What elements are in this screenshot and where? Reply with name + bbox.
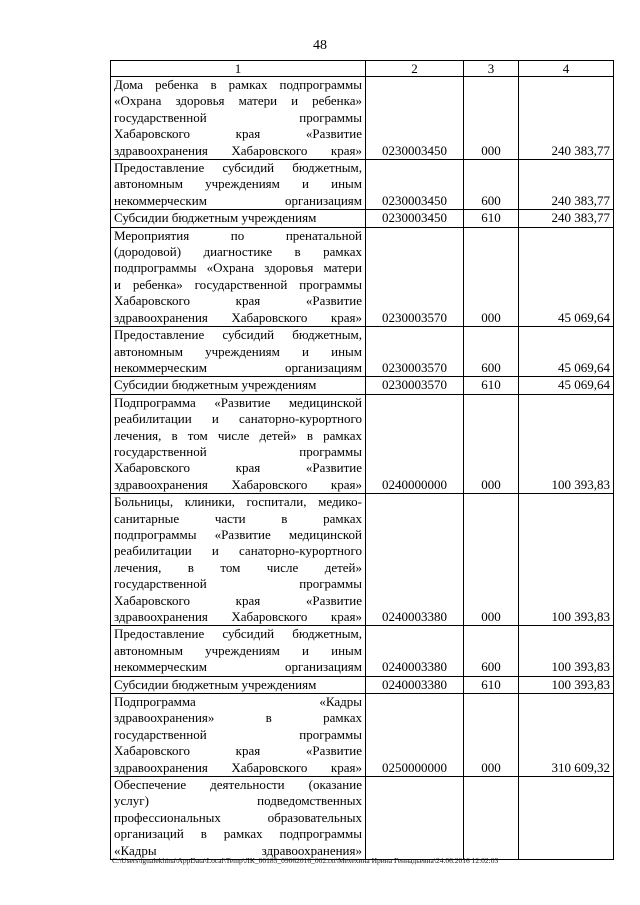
table-row	[111, 494, 614, 626]
description-line: здравоохранения Хабаровского края»	[114, 609, 362, 624]
table-row	[111, 377, 614, 394]
row-amount: 310 609,32	[519, 694, 614, 777]
row-amount: 45 069,64	[519, 327, 614, 377]
row-description	[111, 494, 366, 626]
row-expense-type	[464, 777, 519, 860]
row-description	[111, 210, 366, 227]
row-description	[111, 160, 366, 210]
description-line: лечения, в том числе детей»	[114, 559, 362, 575]
table-row	[111, 777, 614, 860]
description-line: автономным учреждениям и иным	[114, 343, 362, 359]
table-row	[111, 626, 614, 676]
row-expense-type: 000	[464, 77, 519, 160]
description-line: реабилитации и санаторно-курортного	[114, 543, 362, 559]
budget-table	[110, 60, 614, 860]
description-line: услуг) подведомственных	[114, 793, 362, 809]
description-line: лечения, в том числе детей» в рамках	[114, 427, 362, 443]
row-expense-type: 600	[464, 160, 519, 210]
row-description	[111, 676, 366, 693]
description-line: «Кадры здравоохранения»	[114, 842, 362, 858]
description-line: здравоохранения Хабаровского края»	[114, 759, 362, 775]
row-target-code: 0230003450	[366, 77, 464, 160]
footer-path: C:\Users\igualekhina\AppData\Local\Temp\ЛК_00185_09062016_002.txt\Мехехина Ирина Геннадьевна\24.06.2016 12:02:03	[112, 856, 499, 865]
table-row	[111, 160, 614, 210]
row-description	[111, 394, 366, 493]
description-line: Предоставление субсидий бюджетным,	[114, 160, 362, 176]
table-row	[111, 676, 614, 693]
row-description	[111, 777, 366, 860]
row-expense-type: 000	[464, 694, 519, 777]
row-target-code: 0250000000	[366, 694, 464, 777]
description-line: профессиональных образовательных	[114, 809, 362, 825]
description-line: Субсидии бюджетным учреждениям	[114, 676, 317, 692]
row-target-code: 0240000000	[366, 394, 464, 493]
description-line: автономным учреждениям и иным	[114, 642, 362, 658]
row-target-code: 0240003380	[366, 676, 464, 693]
row-expense-type: 600	[464, 626, 519, 676]
row-amount: 100 393,83	[519, 676, 614, 693]
description-line: здравоохранения Хабаровского края»	[114, 142, 362, 158]
row-description	[111, 377, 366, 394]
row-expense-type: 000	[464, 227, 519, 326]
row-amount	[519, 777, 614, 860]
row-expense-type: 610	[464, 377, 519, 394]
description-line: «Охрана здоровья матери и ребенка»	[114, 93, 362, 109]
row-amount: 240 383,77	[519, 77, 614, 160]
header-col-4: 4	[519, 61, 614, 77]
row-amount: 240 383,77	[519, 210, 614, 227]
row-expense-type: 600	[464, 327, 519, 377]
row-amount: 45 069,64	[519, 377, 614, 394]
description-line: Обеспечение деятельности (оказание	[114, 777, 362, 793]
description-line: некоммерческим организациям	[114, 659, 362, 675]
row-description	[111, 227, 366, 326]
table-row	[111, 227, 614, 326]
row-amount: 45 069,64	[519, 227, 614, 326]
description-line: государственной программы	[114, 443, 362, 459]
row-target-code: 0230003570	[366, 327, 464, 377]
row-amount: 100 393,83	[519, 494, 614, 626]
description-line: государственной программы	[114, 576, 362, 592]
row-target-code: 0230003570	[366, 227, 464, 326]
description-line: Мероприятия по пренатальной	[114, 227, 362, 243]
description-line: (дородовой) диагностике в рамках	[114, 244, 362, 260]
page-number: 48	[313, 38, 327, 53]
table-row	[111, 77, 614, 160]
row-amount: 100 393,83	[519, 626, 614, 676]
description-line: подпрограммы «Охрана здоровья матери	[114, 260, 362, 276]
table-row	[111, 327, 614, 377]
table-body	[111, 77, 614, 860]
description-line: государственной программы	[114, 109, 362, 125]
description-line: некоммерческим организациям	[114, 192, 362, 208]
row-expense-type: 610	[464, 676, 519, 693]
header-col-1: 1	[111, 61, 366, 77]
description-line: Подпрограмма «Развитие медицинской	[114, 394, 362, 410]
description-line: Дома ребенка в рамках подпрограммы	[114, 77, 362, 92]
description-line: Хабаровского края «Развитие	[114, 743, 362, 759]
row-amount: 240 383,77	[519, 160, 614, 210]
header-col-2: 2	[366, 61, 464, 77]
description-line: и ребенка» государственной программы	[114, 276, 362, 292]
description-line: Хабаровского края «Развитие	[114, 126, 362, 142]
row-expense-type: 000	[464, 394, 519, 493]
description-line: Предоставление субсидий бюджетным,	[114, 626, 362, 642]
description-line: Хабаровского края «Развитие	[114, 592, 362, 608]
header-col-3: 3	[464, 61, 519, 77]
row-target-code: 0230003450	[366, 210, 464, 227]
table-row	[111, 694, 614, 777]
description-line: Субсидии бюджетным учреждениям	[114, 210, 317, 226]
row-target-code: 0230003450	[366, 160, 464, 210]
description-line: Больницы, клиники, госпитали, медико-	[114, 494, 362, 510]
row-amount: 100 393,83	[519, 394, 614, 493]
description-line: здравоохранения» в рамках	[114, 710, 362, 726]
description-line: Хабаровского края «Развитие	[114, 293, 362, 309]
row-target-code: 0240003380	[366, 494, 464, 626]
row-description	[111, 626, 366, 676]
description-line: здравоохранения Хабаровского края»	[114, 476, 362, 492]
table-header-row	[111, 61, 614, 77]
description-line: реабилитации и санаторно-курортного	[114, 411, 362, 427]
row-target-code	[366, 777, 464, 860]
description-line: Предоставление субсидий бюджетным,	[114, 327, 362, 343]
description-line: некоммерческим организациям	[114, 359, 362, 375]
table-row	[111, 210, 614, 227]
description-line: Хабаровского края «Развитие	[114, 460, 362, 476]
description-line: Подпрограмма «Кадры	[114, 694, 362, 710]
row-expense-type: 610	[464, 210, 519, 227]
description-line: подпрограммы «Развитие медицинской	[114, 526, 362, 542]
description-line: санитарные части в рамках	[114, 510, 362, 526]
row-description	[111, 77, 366, 160]
description-line: государственной программы	[114, 726, 362, 742]
row-description	[111, 694, 366, 777]
row-expense-type: 000	[464, 494, 519, 626]
row-target-code: 0230003570	[366, 377, 464, 394]
description-line: Субсидии бюджетным учреждениям	[114, 377, 317, 393]
table-row	[111, 394, 614, 493]
description-line: здравоохранения Хабаровского края»	[114, 309, 362, 325]
row-description	[111, 327, 366, 377]
description-line: организаций в рамках подпрограммы	[114, 826, 362, 842]
row-target-code: 0240003380	[366, 626, 464, 676]
description-line: автономным учреждениям и иным	[114, 176, 362, 192]
